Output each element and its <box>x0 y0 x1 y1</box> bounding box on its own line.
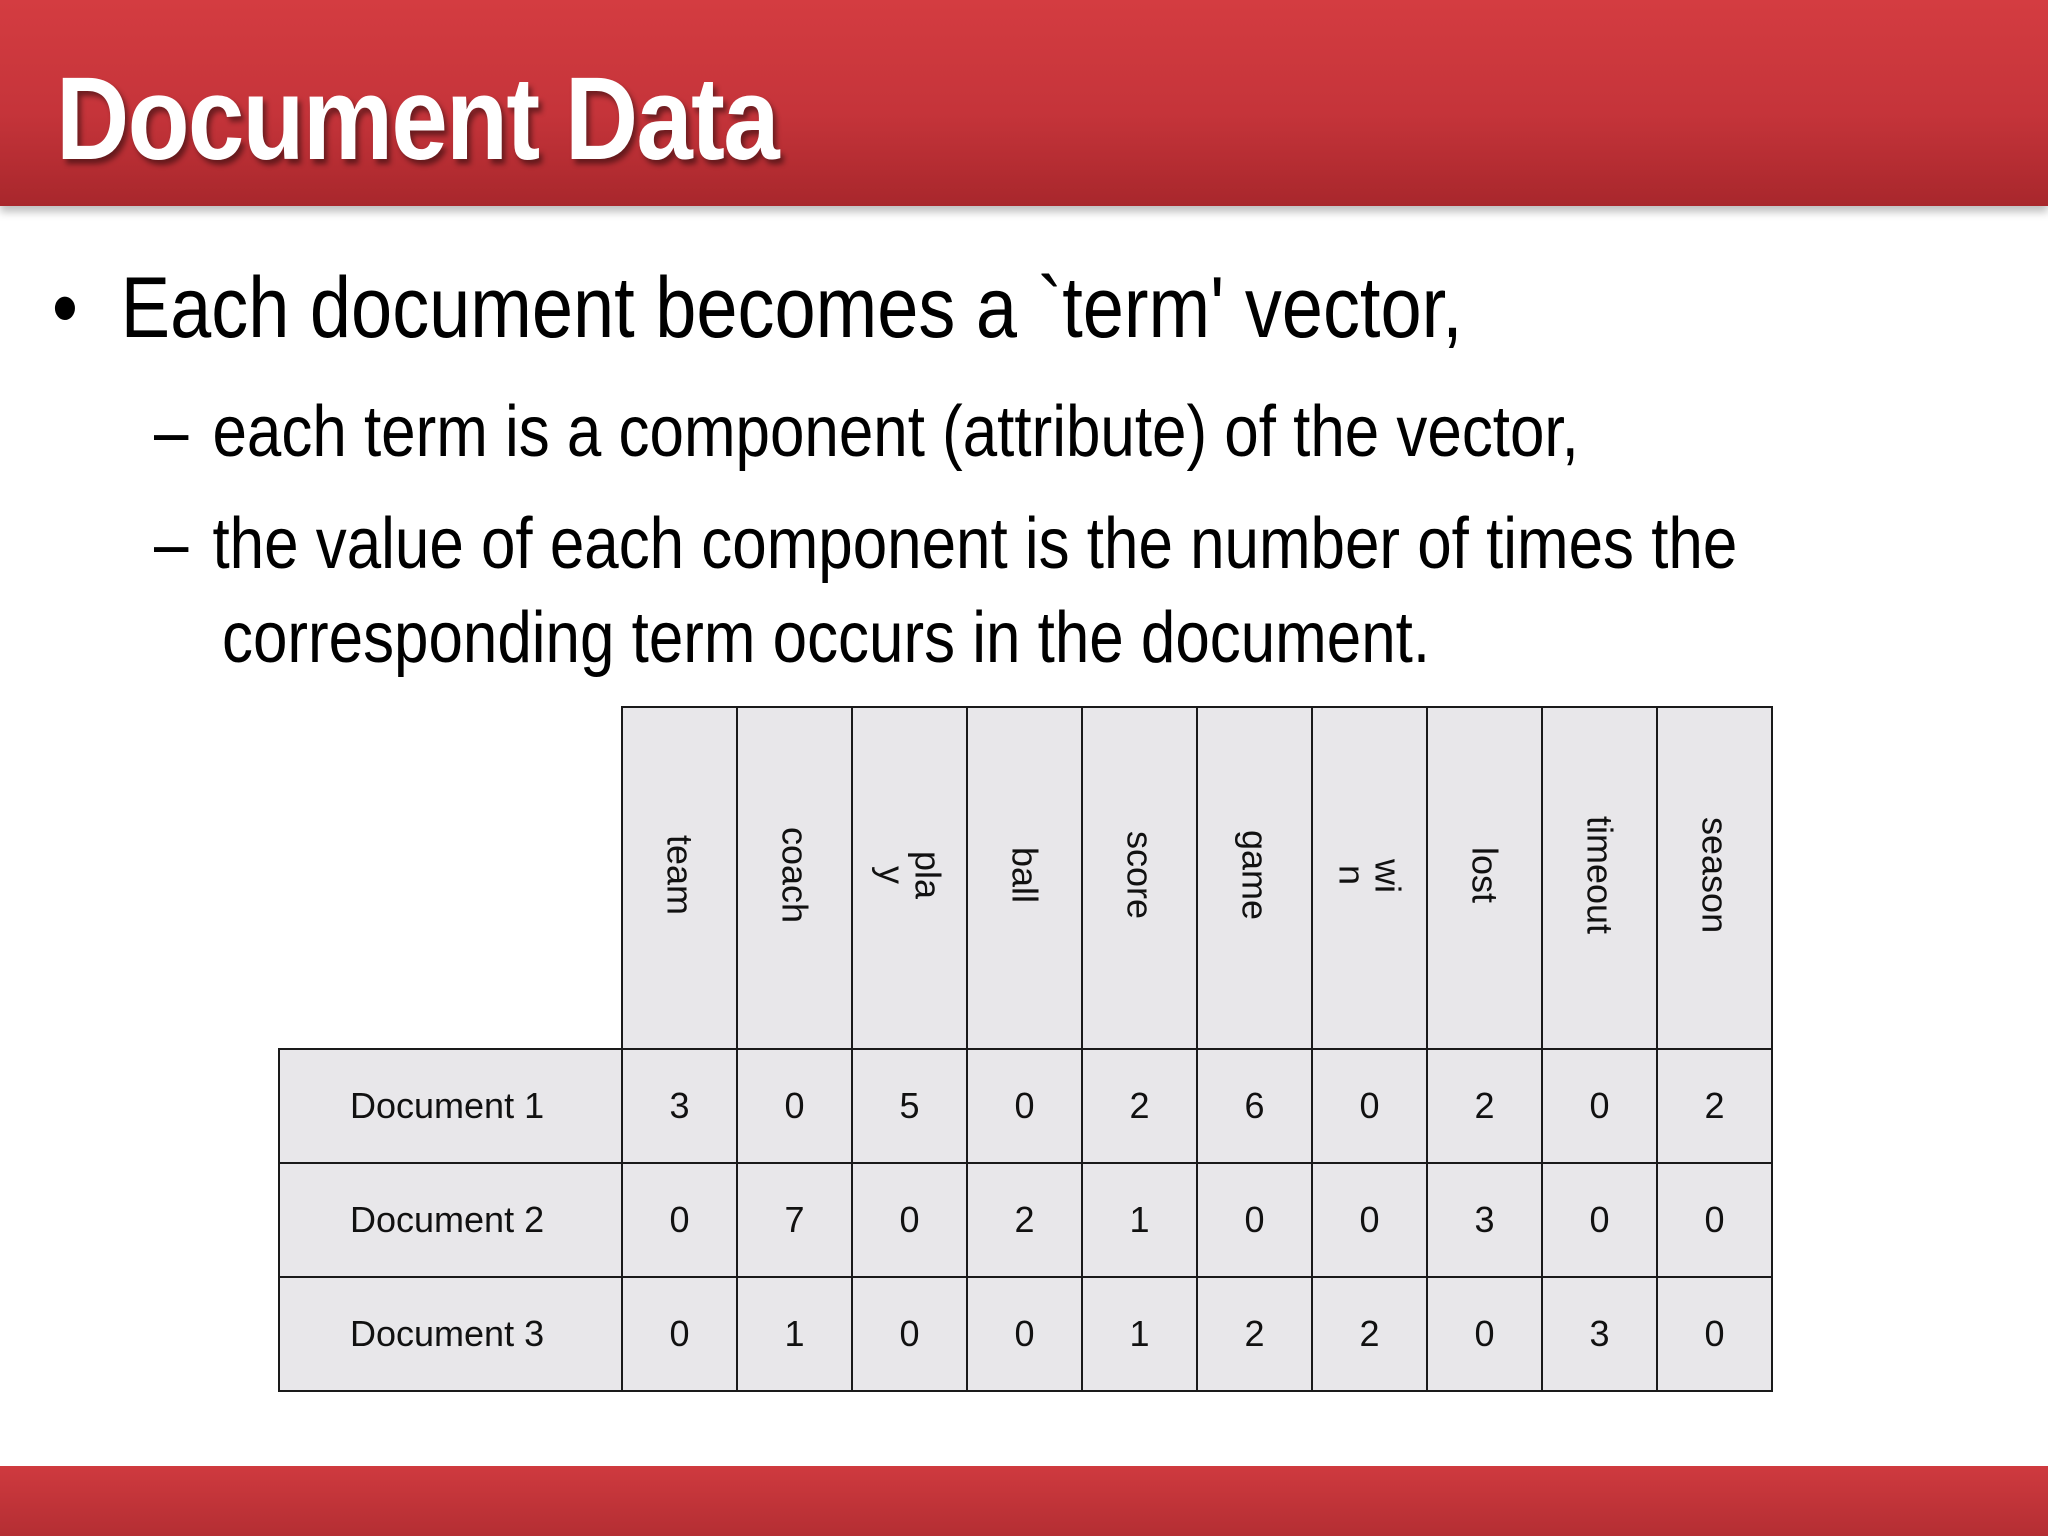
term-count-cell: 0 <box>737 1049 852 1163</box>
term-label: game <box>1234 830 1276 921</box>
term-header <box>1542 707 1657 1049</box>
term-count-cell: 0 <box>852 1163 967 1277</box>
term-count-cell: 0 <box>1542 1049 1657 1163</box>
term-count-cell: 5 <box>852 1049 967 1163</box>
term-count-cell: 0 <box>1312 1049 1427 1163</box>
term-count-cell: 2 <box>1312 1277 1427 1391</box>
term-label: ball <box>1004 847 1046 904</box>
bullet-dot-icon: • <box>52 260 78 356</box>
term-header <box>967 707 1082 1049</box>
title-bar <box>0 0 2048 206</box>
term-count-cell: 1 <box>1082 1163 1197 1277</box>
term-count-cell: 7 <box>737 1163 852 1277</box>
term-count-cell: 0 <box>1427 1277 1542 1391</box>
term-count-cell: 0 <box>967 1049 1082 1163</box>
table-row <box>279 1049 1772 1163</box>
term-header <box>737 707 852 1049</box>
term-label: coach <box>774 827 816 924</box>
term-header <box>1312 707 1427 1049</box>
term-count-cell: 0 <box>852 1277 967 1391</box>
sub-bullet-2-text: the value of each component is the number of times the <box>212 504 1738 584</box>
term-header <box>1197 707 1312 1049</box>
term-header <box>1657 707 1772 1049</box>
term-count-cell: 2 <box>1082 1049 1197 1163</box>
sub-bullet-2 <box>154 498 1737 590</box>
table-row <box>279 1163 1772 1277</box>
term-header-row <box>279 707 1772 1049</box>
table-row <box>279 1277 1772 1391</box>
term-count-cell: 0 <box>622 1163 737 1277</box>
bottom-bar <box>0 1466 2048 1536</box>
document-label: Document 1 <box>279 1049 622 1163</box>
term-header <box>1082 707 1197 1049</box>
term-label: lost <box>1464 847 1506 904</box>
term-count-cell: 2 <box>1197 1277 1312 1391</box>
term-count-cell: 6 <box>1197 1049 1312 1163</box>
term-label: pla y <box>871 851 949 900</box>
term-count-cell: 2 <box>967 1163 1082 1277</box>
term-label: team <box>659 835 701 916</box>
term-count-cell: 0 <box>622 1277 737 1391</box>
term-header <box>1427 707 1542 1049</box>
document-label: Document 3 <box>279 1277 622 1391</box>
term-header <box>852 707 967 1049</box>
term-count-cell: 0 <box>1657 1163 1772 1277</box>
term-count-cell: 0 <box>1312 1163 1427 1277</box>
term-label: timeout <box>1579 816 1621 935</box>
term-header <box>622 707 737 1049</box>
term-count-cell: 3 <box>1542 1277 1657 1391</box>
term-label: wi n <box>1331 858 1409 893</box>
term-count-cell: 1 <box>1082 1277 1197 1391</box>
term-count-cell: 3 <box>1427 1163 1542 1277</box>
term-count-cell: 1 <box>737 1277 852 1391</box>
term-label: season <box>1694 817 1736 934</box>
term-count-cell: 0 <box>1657 1277 1772 1391</box>
term-count-cell: 2 <box>1657 1049 1772 1163</box>
term-document-table <box>278 706 1773 1392</box>
term-count-cell: 0 <box>1542 1163 1657 1277</box>
sub-bullet-2-continuation: corresponding term occurs in the document. <box>222 598 1431 678</box>
dash-icon: – <box>154 392 189 472</box>
dash-icon: – <box>154 504 189 584</box>
sub-bullet-1-text: each term is a component (attribute) of the vector, <box>212 392 1579 472</box>
term-count-cell: 3 <box>622 1049 737 1163</box>
main-bullet-text: Each document becomes a `term' vector, <box>120 260 1463 356</box>
table-corner <box>279 707 622 1049</box>
term-count-cell: 2 <box>1427 1049 1542 1163</box>
main-bullet <box>52 258 1463 358</box>
term-count-cell: 0 <box>1197 1163 1312 1277</box>
term-label: score <box>1119 831 1161 920</box>
sub-bullet-1 <box>154 386 1579 478</box>
term-count-cell: 0 <box>967 1277 1082 1391</box>
slide-title: Document Data <box>56 53 778 185</box>
document-label: Document 2 <box>279 1163 622 1277</box>
